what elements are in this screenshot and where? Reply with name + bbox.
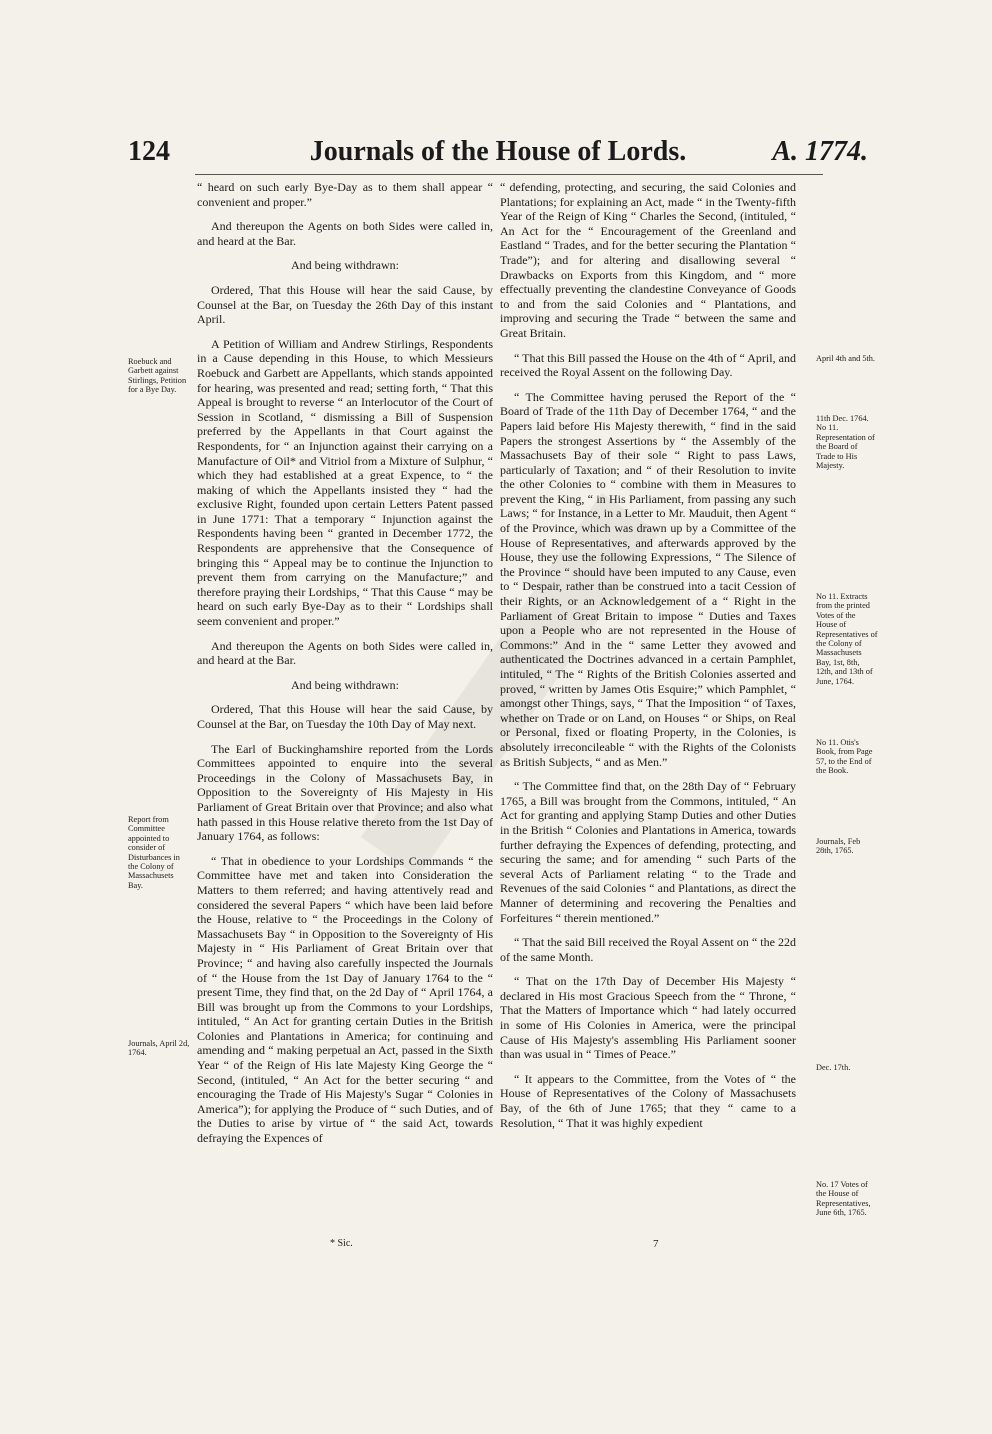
margin-note: Journals, Feb 28th, 1765. <box>816 837 861 856</box>
page-number: 124 <box>128 136 170 167</box>
left-column-paragraph: And being withdrawn: <box>291 258 399 273</box>
page-title: Journals of the House of Lords. <box>309 136 687 167</box>
page-header <box>128 136 868 176</box>
left-column-paragraph: A Petition of William and Andrew Stirlings, Respondents in a Cause depending in this House, to which Messieurs Roebuck and Garbett are Appellants, which stands appointed for hearing, was presented and read; setting forth, “ That this Appeal is brought to reverse “ an Interlocutor of the Court of Session in Scotland, “ dismissing a Bill of Suspension preferred by the Appellants in that Court against the Respondents, for “ an Injunction against their carrying on a Manufacture of Oil* and Vitriol from a Mixture of Sulphur, “ which they had established at a great Expence, to “ the making of which the Appellants insisted they “ had the exclusive Right, founded upon certain Letters Patent passed in June 1771: That a temporary “ Injunction against the Respondents having been “ granted in December 1772, the Respondents are apprehensive that the Consequence of bringing this “ Appeal may be to continue the Injunction to prevent them from carrying on the Manufacture;” and therefore praying their Lordships, “ That this Cause “ may be heard on such early Bye-Day as to their “ Lordships shall seem convenient and proper.” <box>197 336 493 629</box>
margin-note: Report from Committee appointed to consider of Disturbances in the Colony of Massachusets Bay. <box>128 815 180 890</box>
right-column-paragraph: “ It appears to the Committee, from the Votes of “ the House of Representatives of the Colony of Massachusets Bay, of the 6th of June 1765; that they “ came to a Resolution, “ That it was highly expedient <box>500 1071 796 1130</box>
left-column-paragraph: Ordered, That this House will hear the said Cause, by Counsel at the Bar, on Tuesday the 26th Day of this instant April. <box>197 282 493 327</box>
margin-note: Roebuck and Garbett against Stirlings, Petition for a Bye Day. <box>128 357 187 395</box>
left-column-paragraph: Ordered, That this House will hear the said Cause, by Counsel at the Bar, on Tuesday the 10th Day of May next. <box>197 702 493 731</box>
right-column-paragraph: “ That on the 17th Day of December His Majesty “ declared in His most Gracious Speech from the “ Throne, “ That the Matters of Importance which “ had lately occurred in some of His Colonies in America, were the principal Cause of His Majesty's assembling His Parliament sooner than was usual in “ Times of Peace.” <box>500 974 796 1062</box>
footnote: * Sic. <box>330 1238 353 1249</box>
margin-note: Journals, April 2d, 1764. <box>128 1039 190 1058</box>
header-rule <box>195 174 823 175</box>
left-column-paragraph: And thereupon the Agents on both Sides were called in, and heard at the Bar. <box>197 638 493 668</box>
margin-note: No 11. Extracts from the printed Votes of the House of Representatives of the Colony of Massachusets Bay, 1st, 8th, 12th, and 13th of June, 1764. <box>816 592 878 686</box>
margin-note: April 4th and 5th. <box>816 354 875 363</box>
signature-mark: 7 <box>653 1238 659 1250</box>
left-column-paragraph: “ That in obedience to your Lordships Commands “ the Committee have met and taken into Consideration the Matters to them referred; and having attentively read and considered the several Papers “ which have been laid before the House, relative to “ the Proceedings in the Colony of Massachusets Bay “ in Opposition to the Sovereignty of His Majesty in “ His Parliament of Great Britain over that Province; “ and having also carefully inspected the Journals of “ the House from the 1st Day of January 1764 to the “ present Time, they find that, on the 2d Day of “ April 1764, a Bill was brought up from the Commons to your Lordships, intituled, “ An Act for granting certain Duties in the British Colonies and Plantations in America; for continuing and amending and “ making perpetual an Act, passed in the Sixth Year “ of the Reign of His late Majesty King George the “ Second, (intituled, “ An Act for the better securing “ and encouraging the Trade of His Majesty's Sugar “ Colonies in America”); for applying the Produce of “ such Duties, and of the Duties to arise by virtue of “ the said Act, towards defraying the Expences of <box>197 853 493 1146</box>
right-column-paragraph: “ That this Bill passed the House on the 4th of “ April, and received the Royal Assent on the following Day. <box>500 350 796 380</box>
margin-note: No. 17 Votes of the House of Representatives, June 6th, 1765. <box>816 1180 871 1218</box>
margin-note: No 11. Otis's Book, from Page 57, to the End of the Book. <box>816 738 873 776</box>
left-column-paragraph: And being withdrawn: <box>291 677 399 692</box>
right-column-paragraph: “ defending, protecting, and securing, the said Colonies and Plantations; for explaining an Act, made “ in the Twenty-fifth Year of the Reign of King “ Charles the Second, (intituled, “ An Act for the “ Encouragement of the Greenland and Eastland “ Trades, and for the better securing the Plantation “ Trade”); and for altering and disallowing several “ Drawbacks on Exports from this Kingdom, and “ more effectually preventing the clandestine Conveyance of Goods to and from the said Colonies and “ Plantations, and improving and securing the Trade “ between the same and Great Britain. <box>500 180 796 340</box>
page-year: A. 1774. <box>772 136 868 167</box>
left-column <box>197 180 493 1156</box>
right-column-paragraph: “ The Committee having perused the Report of the “ Board of Trade of the 11th Day of December 1764, “ and the Papers laid before His Majesty therewith, “ find in the said Papers the strongest Assertions by “ the Assembly of the Massachusets Bay of their sole “ Right to pass Laws, particularly of Taxation; and “ of their Resolution to invite the other Colonies to “ combine with them in Measures to prevent the King, “ in His Parliament, from passing any such Laws; “ for Instance, in a Letter to Mr. Mauduit, then Agent “ of the Province, which was drawn up by a Committee of the House of Representatives, and afterwards approved by the House, they use the following Expressions, “ The Silence of the Province “ should have been imputed to any Cause, even to “ Despair, rather than be construed into a tacit Cession of their Rights, or an Acknowledgement of a “ Right in the Parliament of Great Britain to impose “ Duties and Taxes upon a People who are not represented in the House of Commons:” And in the “ same Letter they avowed and authenticated the Doctrines advanced in a certain Pamphlet, intituled, “ The “ Rights of the British Colonies asserted and proved, “ written by James Otis Esquire;” which Pamphlet, “ amongst other Things, says, “ That the Imposition “ of Taxes, whether on Trade or on Land, on Houses “ or Ships, on Real or Personal, fixed or floating Property, in the Colonies, is absolutely irreconcileable “ with the Rights of the Colonists as British Subjects, “ and as Men.” <box>500 389 796 769</box>
left-column-paragraph: And thereupon the Agents on both Sides were called in, and heard at the Bar. <box>197 219 493 248</box>
margin-note: 11th Dec. 1764. No 11. Representation of the Board of Trade to His Majesty. <box>816 414 875 471</box>
right-column-paragraph: “ That the said Bill received the Royal Assent on “ the 22d of the same Month. <box>500 935 796 964</box>
right-column-paragraph: “ The Committee find that, on the 28th Day of “ February 1765, a Bill was brought from the Commons, intituled, “ An Act for granting and applying Stamp Duties and other Duties in the British “ Colonies and Plantations in America, towards further defraying the Expences of defending, protecting, and securing the same; and for amending “ such Parts of the several Acts of Parliament relating “ to the Trade and Revenues of the said Colonies “ and Plantations, as direct the Manner of determining and recovering the Penalties and Forfeitures “ therein mentioned.” <box>500 779 796 925</box>
margin-note: Dec. 17th. <box>816 1063 851 1072</box>
left-column-paragraph: “ heard on such early Bye-Day as to them shall appear “ convenient and proper.” <box>197 180 493 209</box>
left-column-paragraph: The Earl of Buckinghamshire reported from the Lords Committees appointed to enquire into the several Proceedings in the Colony of Massachusets Bay, in Opposition to the Sovereignty of His Majesty in His Parliament of Great Britain over that Province; and also what hath passed in this House relative thereto from the 1st Day of January 1764, as follows: <box>197 741 493 844</box>
